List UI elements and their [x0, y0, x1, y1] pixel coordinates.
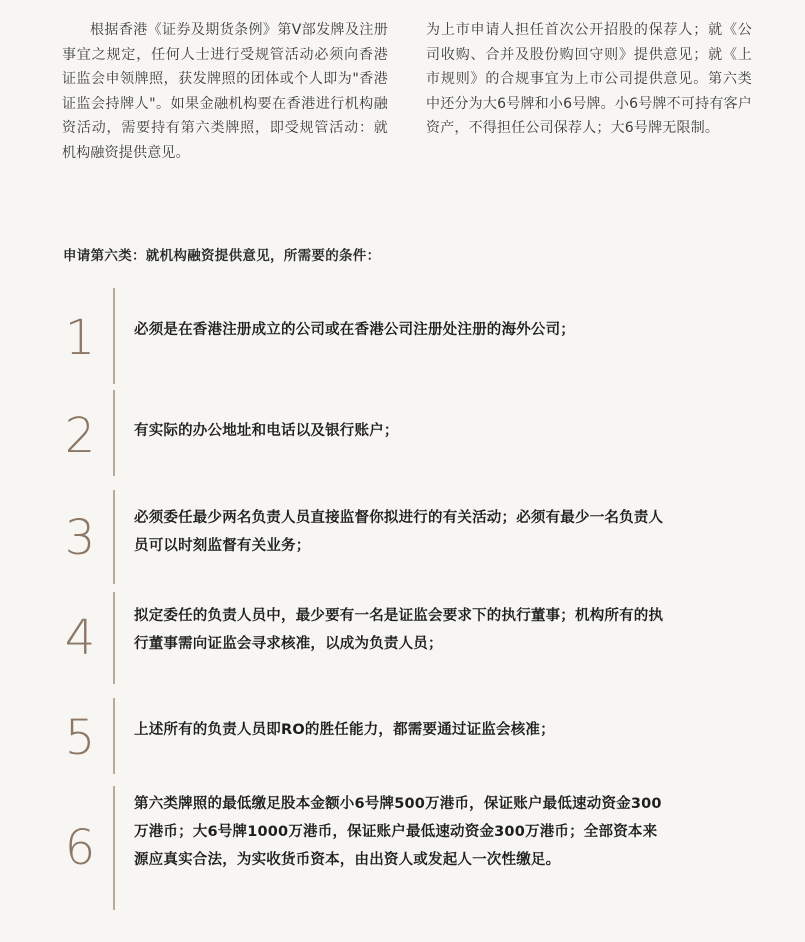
condition-number: 5	[64, 710, 96, 766]
condition-divider	[113, 390, 115, 476]
condition-text: 有实际的办公地址和电话以及银行账户；	[134, 423, 399, 439]
condition-number: 2	[64, 408, 96, 464]
condition-text: 拟定委任的负责人员中，最少要有一名是证监会要求下的执行董事；机构所有的执行董事需向证监会寻求核准，以成为负责人员；	[134, 608, 664, 652]
condition-number: 6	[64, 820, 96, 876]
intro-left-column	[62, 18, 388, 165]
condition-divider	[113, 592, 115, 684]
condition-number: 4	[64, 610, 96, 666]
condition-divider	[113, 698, 115, 774]
intro-left-paragraph: 根据香港《证券及期货条例》第V部发牌及注册事宜之规定，任何人士进行受规管活动必须向香港证监会申领牌照，获发牌照的团体或个人即为"香港证监会持牌人"。如果金融机构要在香港进行机构融资活动，需要持有第六类牌照，即受规管活动：就机构融资提供意见。	[62, 22, 388, 161]
condition-text: 上述所有的负责人员即RO的胜任能力，都需要通过证监会核准；	[134, 722, 555, 738]
condition-text: 必须委任最少两名负责人员直接监督你拟进行的有关活动；必须有最少一名负责人员可以时刻监督有关业务；	[134, 510, 664, 554]
intro-right-column	[426, 18, 752, 165]
condition-divider	[113, 288, 115, 384]
condition-divider	[113, 490, 115, 584]
condition-text: 第六类牌照的最低缴足股本金额小6号牌500万港币，保证账户最低速动资金300万港币；大6号牌1000万港币，保证账户最低速动资金300万港币；全部资本来源应真实合法，为实收货币资本，由出资人或发起人一次性缴足。	[134, 796, 662, 868]
condition-divider	[113, 786, 115, 910]
intro-section	[62, 18, 752, 165]
intro-right-paragraph: 为上市申请人担任首次公开招股的保荐人；就《公司收购、合并及股份购回守则》提供意见；就《上市规则》的合规事宜为上市公司提供意见。第六类中还分为大6号牌和小6号牌。小6号牌不可持有客户资产，不得担任公司保荐人；大6号牌无限制。	[426, 22, 752, 136]
condition-number: 1	[64, 310, 96, 366]
section-heading: 申请第六类：就机构融资提供意见，所需要的条件：	[63, 248, 381, 264]
condition-text: 必须是在香港注册成立的公司或在香港公司注册处注册的海外公司；	[134, 322, 575, 338]
condition-number: 3	[64, 510, 96, 566]
